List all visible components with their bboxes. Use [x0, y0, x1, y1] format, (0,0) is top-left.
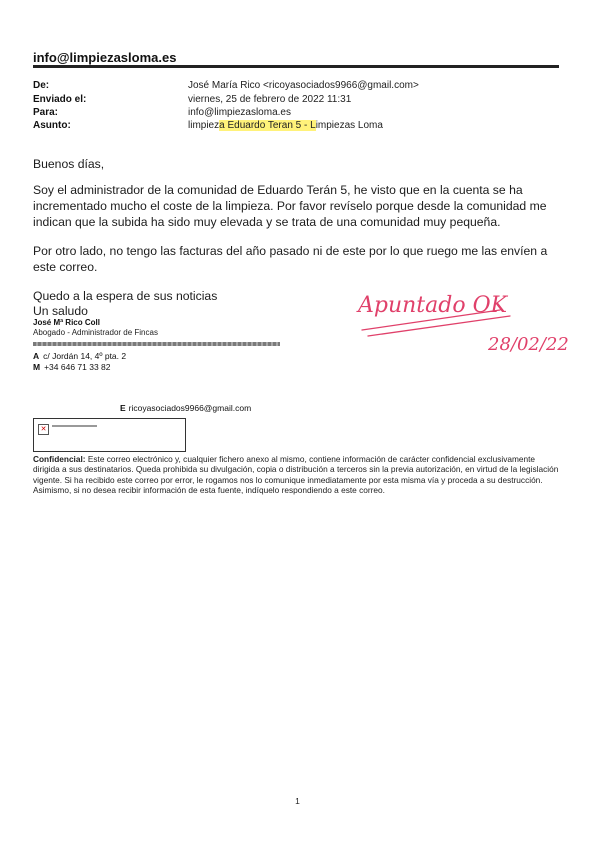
handwritten-date: 28/02/22: [488, 334, 569, 355]
signature-name: José Mª Rico Coll: [33, 318, 100, 327]
paragraph-2: Por otro lado, no tengo las facturas del año pasado ni de este por lo que ruego me las envíen a este correo.: [33, 244, 548, 274]
broken-image-icon: ✕: [38, 424, 49, 435]
confidential-text: Este correo electrónico y, cualquier fichero anexo al mismo, contiene información de carácter confidencial exclusivamente dirigida a sus destinatarios. Queda prohibida su divulgación, copia o distribución a terceros sin la previa autorización, en virtud de la legislación vigente. Si ha recibido este correo por error, le rogamos nos lo comunique inmediatamente por esta misma vía y proceda a su destrucción. Asimismo, si no desea recibir información de esta fuente, indíquelo respondiendo a este correo.: [33, 454, 559, 496]
sent-label: Enviado el:: [33, 94, 87, 105]
email-letter: E: [120, 403, 126, 413]
closing-2: Un saludo: [33, 304, 88, 318]
subject-label: Asunto:: [33, 120, 71, 131]
greeting: Buenos días,: [33, 157, 105, 171]
sent-value: viernes, 25 de febrero de 2022 11:31: [188, 94, 352, 105]
address-letter: A: [33, 351, 40, 361]
header-rule: [33, 65, 559, 68]
placeholder-line: [52, 425, 97, 427]
account-email: info@limpiezasloma.es: [33, 50, 177, 65]
from-label: De:: [33, 80, 50, 91]
signature-mobile: [33, 362, 111, 372]
from-value: José María Rico <ricoyasociados9966@gmail.com>: [188, 80, 419, 91]
address-text: c/ Jordán 14, 4º pta. 2: [43, 351, 127, 361]
paragraph-1: Soy el administrador de la comunidad de Eduardo Terán 5, he visto que en la cuenta se ha incrementado mucho el coste de la limpieza. Por favor revíselo porque desde la comunidad me indican que la subida ha sido muy elevada y se trata de una comunidad muy pequeña.: [33, 183, 547, 229]
handwritten-note: Apuntado OK: [358, 293, 508, 318]
signature-address: [33, 351, 126, 361]
to-label: Para:: [33, 107, 59, 118]
signature-email: [120, 403, 251, 413]
subject-prefix: limpiez: [188, 120, 220, 131]
confidentiality-notice: [33, 454, 561, 496]
page-number: 1: [295, 796, 300, 806]
signature-divider: [33, 342, 280, 346]
mobile-text: +34 646 71 33 82: [44, 362, 111, 372]
broken-image-placeholder: [33, 418, 186, 452]
subject-highlight: a Eduardo Teran 5 - L: [219, 120, 316, 131]
subject-value: [188, 120, 383, 131]
closing-1: Quedo a la espera de sus noticias: [33, 289, 218, 303]
subject-suffix: impiezas Loma: [315, 120, 383, 131]
confidential-label: Confidencial:: [33, 454, 86, 464]
to-value: info@limpiezasloma.es: [188, 107, 291, 118]
signature-role: Abogado - Administrador de Fincas: [33, 328, 158, 337]
mobile-letter: M: [33, 362, 41, 372]
email-text: ricoyasociados9966@gmail.com: [128, 403, 252, 413]
handwritten-annotation: [340, 280, 580, 360]
